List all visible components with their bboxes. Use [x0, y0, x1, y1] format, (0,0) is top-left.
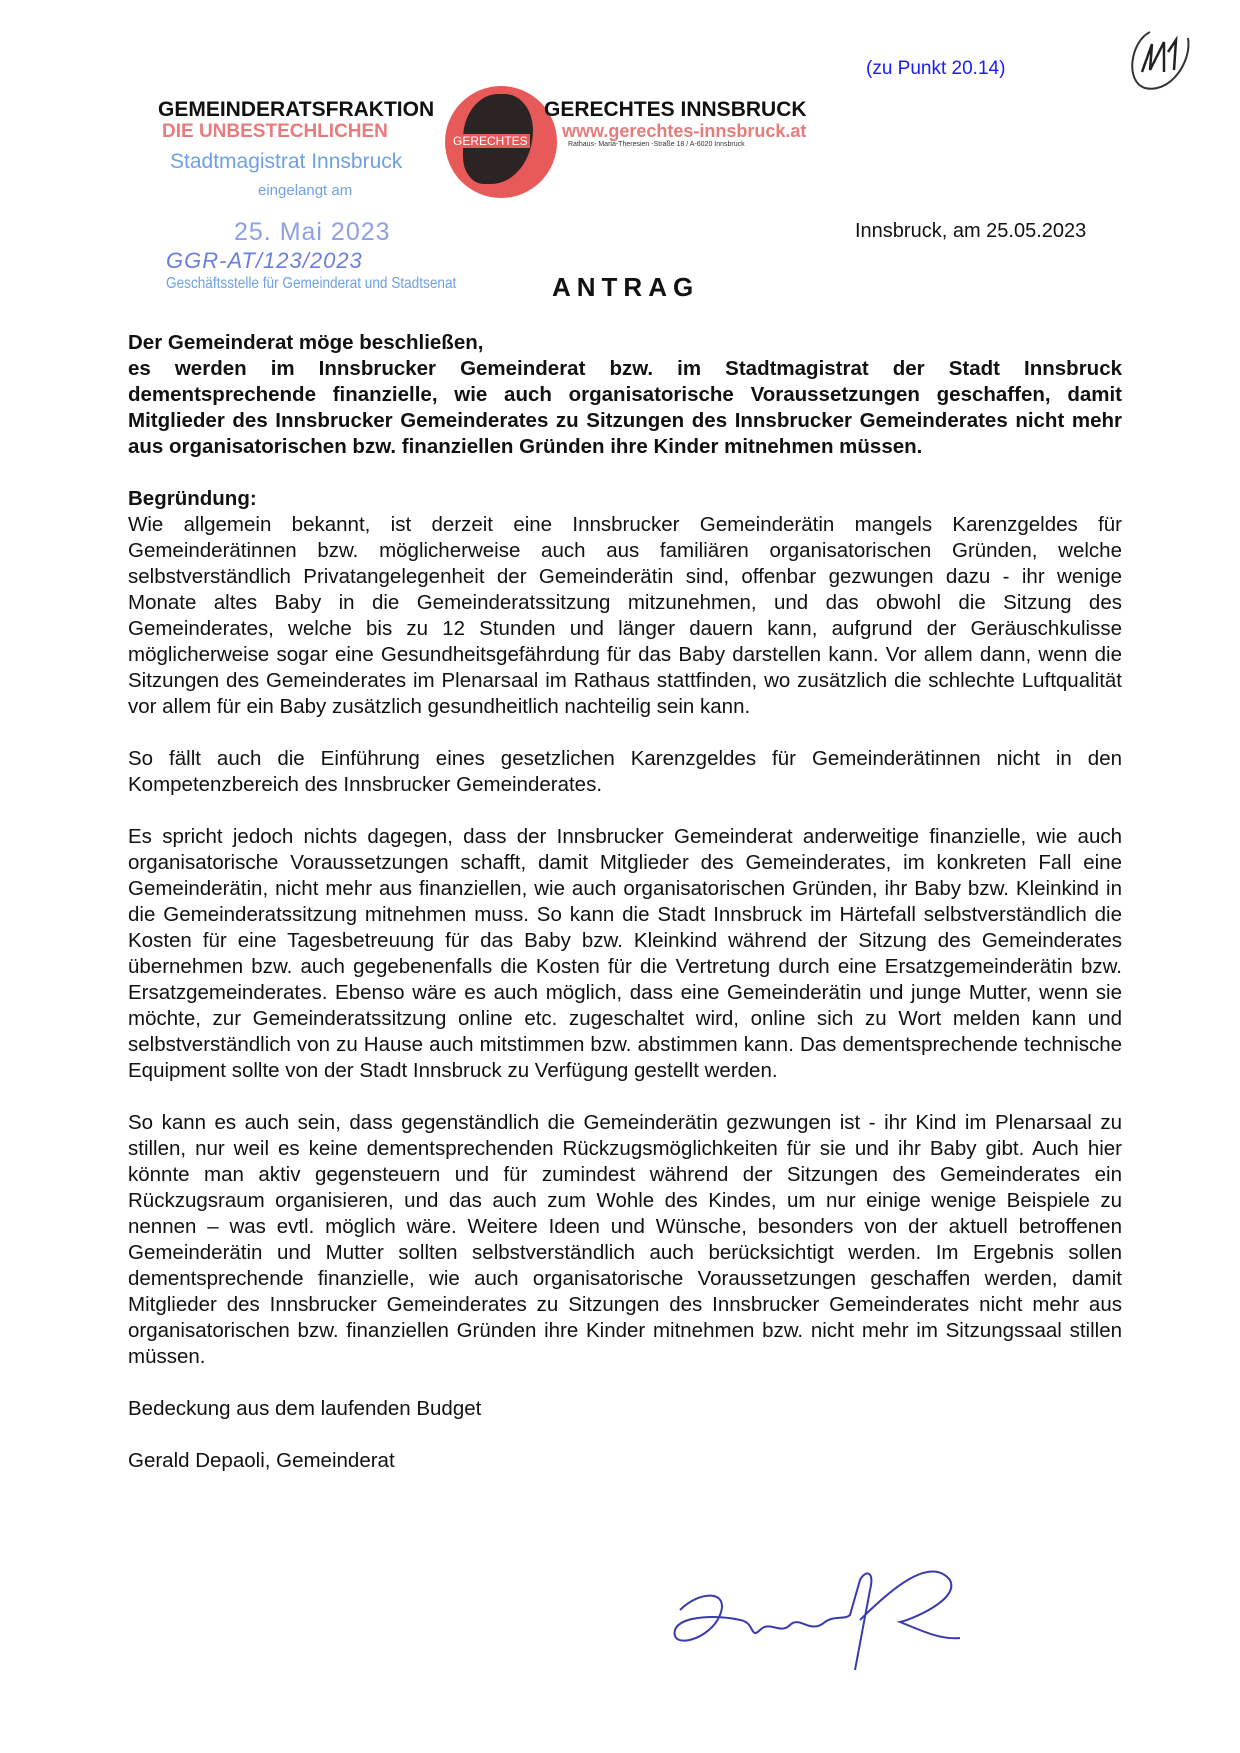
motion-text: es werden im Innsbrucker Gemeinderat bzw. im Stadtmagistrat der Stadt Innsbruck dementsprechende finanzielle, wie auch organisatorische Voraussetzungen geschaffen, damit Mitglieder des Innsbrucker Gemeinderates zu Sitzungen des Innsbrucker Gemeinderates nicht mehr aus organisatorischen bzw. finanziellen Gründen ihre Kinder mitnehmen müssen. [128, 357, 1122, 458]
logo-text: GERECHTES [453, 134, 528, 148]
reasoning-paragraph: Wie allgemein bekannt, ist derzeit eine Innsbrucker Gemeinderätin mangels Karenzgeldes für Gemeinderätinnen bzw. möglicherweise auch aus familiären organisatorischen Gründen, welche selbstverständlich Privatangelegenheit der Gemeinderätin sind, offenbar gezwungen dazu - ihr wenige Monate altes Baby in die Gemeinderatssitzung mitzunehmen, und das obwohl die Sitzung des Gemeinderates, welche bis zu 12 Stunden und länger dauern kann, aufgrund der Geräuschkulisse möglicherweise sogar eine Gesundheitsgefährdung für das Baby darstellen kann. Vor allem dann, wenn die Sitzungen des Gemeinderates im Plenarsaal im Rathaus stattfinden, wo zusätzlich die schlechte Luftqualität vor allem für ein Baby zusätzlich gesundheitlich nachteilig sein kann. [128, 513, 1122, 718]
motion [128, 330, 1122, 460]
stamp-received: eingelangt am [258, 182, 353, 199]
stamp-office: Stadtmagistrat Innsbruck [170, 150, 403, 173]
stamp-file-number: GGR-AT/123/2023 [166, 248, 363, 273]
party-name: GERECHTES INNSBRUCK [544, 98, 807, 121]
signatory: Gerald Depaoli, Gemeinderat [128, 1449, 395, 1472]
party-logo [445, 86, 557, 198]
funding-note: Bedeckung aus dem laufenden Budget [128, 1397, 482, 1420]
agenda-reference: (zu Punkt 20.14) [866, 58, 1006, 79]
signature [660, 1560, 1000, 1680]
reasoning-heading: Begründung: [128, 487, 257, 510]
reasoning-paragraph: So fällt auch die Einführung eines gesetzlichen Karenzgeldes für Gemeinderätinnen nicht in den Kompetenzbereich des Innsbrucker Gemeinderates. [128, 747, 1122, 796]
party-slogan: DIE UNBESTECHLICHEN [162, 121, 388, 142]
document-body [128, 330, 1122, 1500]
party-address: Rathaus- Maria-Theresien -Straße 18 / A-6020 Innsbruck [568, 141, 745, 148]
reasoning-paragraph: So kann es auch sein, dass gegenständlich die Gemeinderätin gezwungen ist - ihr Kind im Plenarsaal zu stillen, nur weil es keine dementsprechenden Rückzugsmöglichkeiten für sie und ihr Baby gibt. Auch hier könnte man aktiv gegensteuern und für zumindest während der Sitzungen des Gemeinderates ein Rückzugsraum organisieren, und das auch zum Wohle des Kindes, um nur einige wenige Beispiele zu nennen – was evtl. möglich wäre. Weitere Ideen und Wünsche, besonders von der aktuell betroffenen Gemeinderätin und Mutter sollten selbstverständlich auch berücksichtigt werden. Im Ergebnis sollen dementsprechende finanzielle, wie auch organisatorische Voraussetzungen geschaffen werden, damit Mitglieder des Innsbrucker Gemeinderates zu Sitzungen des Innsbrucker Gemeinderates nicht mehr aus organisatorischen bzw. finanziellen Gründen ihre Kinder mitnehmen bzw. nicht mehr im Sitzungssaal stillen müssen. [128, 1111, 1122, 1368]
place-date: Innsbruck, am 25.05.2023 [855, 220, 1087, 242]
party-website: www.gerechtes-innsbruck.at [562, 121, 807, 141]
stamp-department: Geschäftsstelle für Gemeinderat und Stadtsenat [166, 275, 457, 292]
reasoning-paragraph: Es spricht jedoch nichts dagegen, dass der Innsbrucker Gemeinderat anderweitige finanzielle, wie auch organisatorische Voraussetzungen schafft, damit Mitglieder des Gemeinderates, im konkreten Fall eine Gemeinderätin, nicht mehr aus finanziellen, wie auch organisatorischen Gründen, ihr Baby bzw. Kleinkind in die Gemeinderatssitzung mitnehmen muss. So kann die Stadt Innsbruck im Härtefall selbstverständlich die Kosten für eine Tagesbetreuung für das Baby bzw. Kleinkind während der Sitzung des Gemeinderates übernehmen bzw. auch gegebenenfalls die Kosten für die Vertretung durch eine Ersatzgemeinderätin bzw. Ersatzgemeinderates. Ebenso wäre es auch möglich, dass eine Gemeinderätin und junge Mutter, wenn sie möchte, zur Gemeinderatssitzung online etc. zugeschaltet wird, online sich zu Wort melden kann und selbstverständlich von zu Hause auch mitstimmen bzw. abstimmen kann. Das dementsprechende technische Equipment sollte von der Stadt Innsbruck zu Verfügung gestellt werden. [128, 825, 1122, 1082]
handwritten-page-number [1120, 22, 1196, 98]
faction-name: GEMEINDERATSFRAKTION [158, 98, 435, 121]
motion-intro: Der Gemeinderat möge beschließen, [128, 331, 484, 354]
stamp-date: 25. Mai 2023 [234, 218, 391, 246]
document-title: ANTRAG [552, 272, 700, 302]
